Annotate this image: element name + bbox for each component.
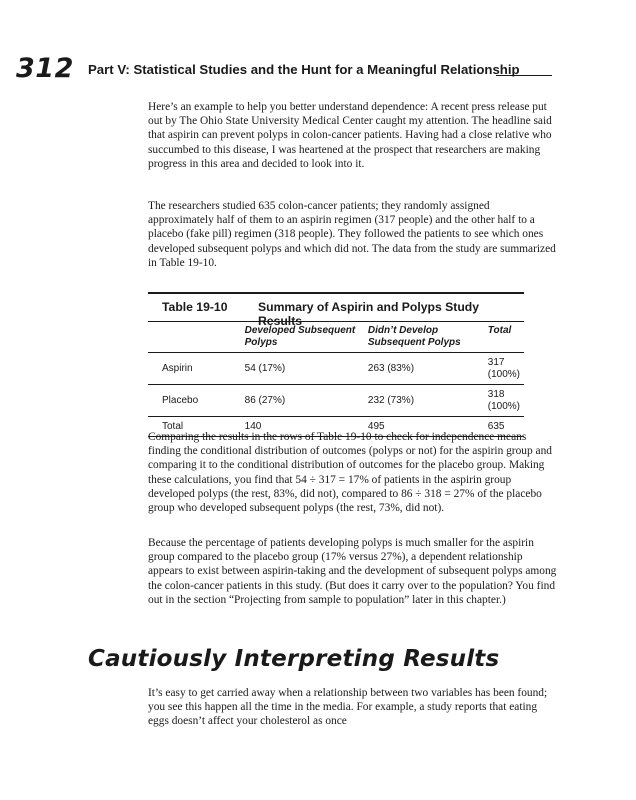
paragraph-text: Comparing the results in the rows of Table 19-10 to check for independence means finding the conditional distribution of outcomes (polyps or not) for the aspirin group and comparing it to the conditional distribution of outcomes for the placebo group. Making these calculations, you find that 54 ÷ 317 = 17% of patients in the aspirin group developed polyps (the rest, 83%, did not), compared to 86 ÷ 318 = 27% of the placebo group who developed subsequent polyps (the rest, 73%, did not).: [148, 431, 552, 515]
paragraph-text: Because the percentage of patients developing polyps is much smaller for the aspirin group compared to the placebo group (17% versus 27%), a dependent relationship appears to exist between aspirin-taking and the development of subsequent polyps among the colon-cancer patients in this study. (But does it carry over to the population? You find out in the section “Projecting from sample to population” later in this chapter.): [148, 537, 557, 606]
table-cell: 86 (27%): [245, 385, 368, 417]
table-cell: 317 (100%): [488, 353, 524, 385]
column-header: [148, 322, 245, 353]
paragraph-text: It’s easy to get carried away when a relationship between two variables has been found; you see this happen all the time in the media. For example, a study reports that eating eggs doesn’t affect your cholesterol as once: [148, 687, 548, 728]
header-rule: [496, 75, 552, 76]
table-caption: Summary of Aspirin and Polyps Study Results: [258, 300, 479, 328]
table-title-bar: [148, 292, 524, 328]
paragraph-text: Here’s an example to help you better understand dependence: A recent press release put out by The Ohio State University Medical Center caught my attention. The headline said that aspirin can prevent polyps in colon-cancer patients. Having had a close relative who succumbed to this disease, I was heartened at the prospect that researchers are making progress in this area and decided to look into it.: [148, 101, 552, 170]
paragraph-text: The researchers studied 635 colon-cancer patients; they randomly assigned approximately half of them to an aspirin regimen (317 people) and the other half to a placebo (fake pill) regimen (318 people). They followed the patients to see which ones developed subsequent polyps and which did not. The data from the study are summarized in Table 19-10.: [148, 200, 556, 269]
page-header: [16, 52, 556, 88]
column-header: Developed Subsequent Polyps: [244, 325, 356, 348]
section-heading: Cautiously Interpreting Results: [88, 646, 500, 672]
data-table: [148, 322, 524, 437]
paragraph-conclusion: [148, 536, 558, 607]
table-cell: Placebo: [148, 385, 245, 417]
table-cell: 495: [368, 417, 488, 437]
table-cell: 635: [488, 417, 524, 437]
table-row: [148, 353, 524, 385]
table-label: Table 19-10: [162, 300, 228, 314]
table-cell: 318 (100%): [488, 385, 524, 417]
paragraph-comparison: [148, 430, 558, 515]
table-cell: 140: [245, 417, 368, 437]
paragraph-section-intro: [148, 686, 558, 729]
table-cell: 232 (73%): [368, 385, 488, 417]
table-cell: 263 (83%): [368, 353, 488, 385]
table-row: [148, 385, 524, 417]
column-header: Didn’t Develop Subsequent Polyps: [367, 325, 461, 348]
running-head: Part V: Statistical Studies and the Hunt for a Meaningful Relationship: [88, 62, 520, 77]
paragraph-study: [148, 199, 558, 270]
table-cell: Total: [148, 417, 245, 437]
column-header: Total: [487, 325, 512, 336]
table-19-10: [148, 292, 524, 437]
paragraph-intro: [148, 100, 558, 171]
table-cell: Aspirin: [148, 353, 245, 385]
page-number: 312: [16, 53, 74, 84]
table-cell: 54 (17%): [245, 353, 368, 385]
